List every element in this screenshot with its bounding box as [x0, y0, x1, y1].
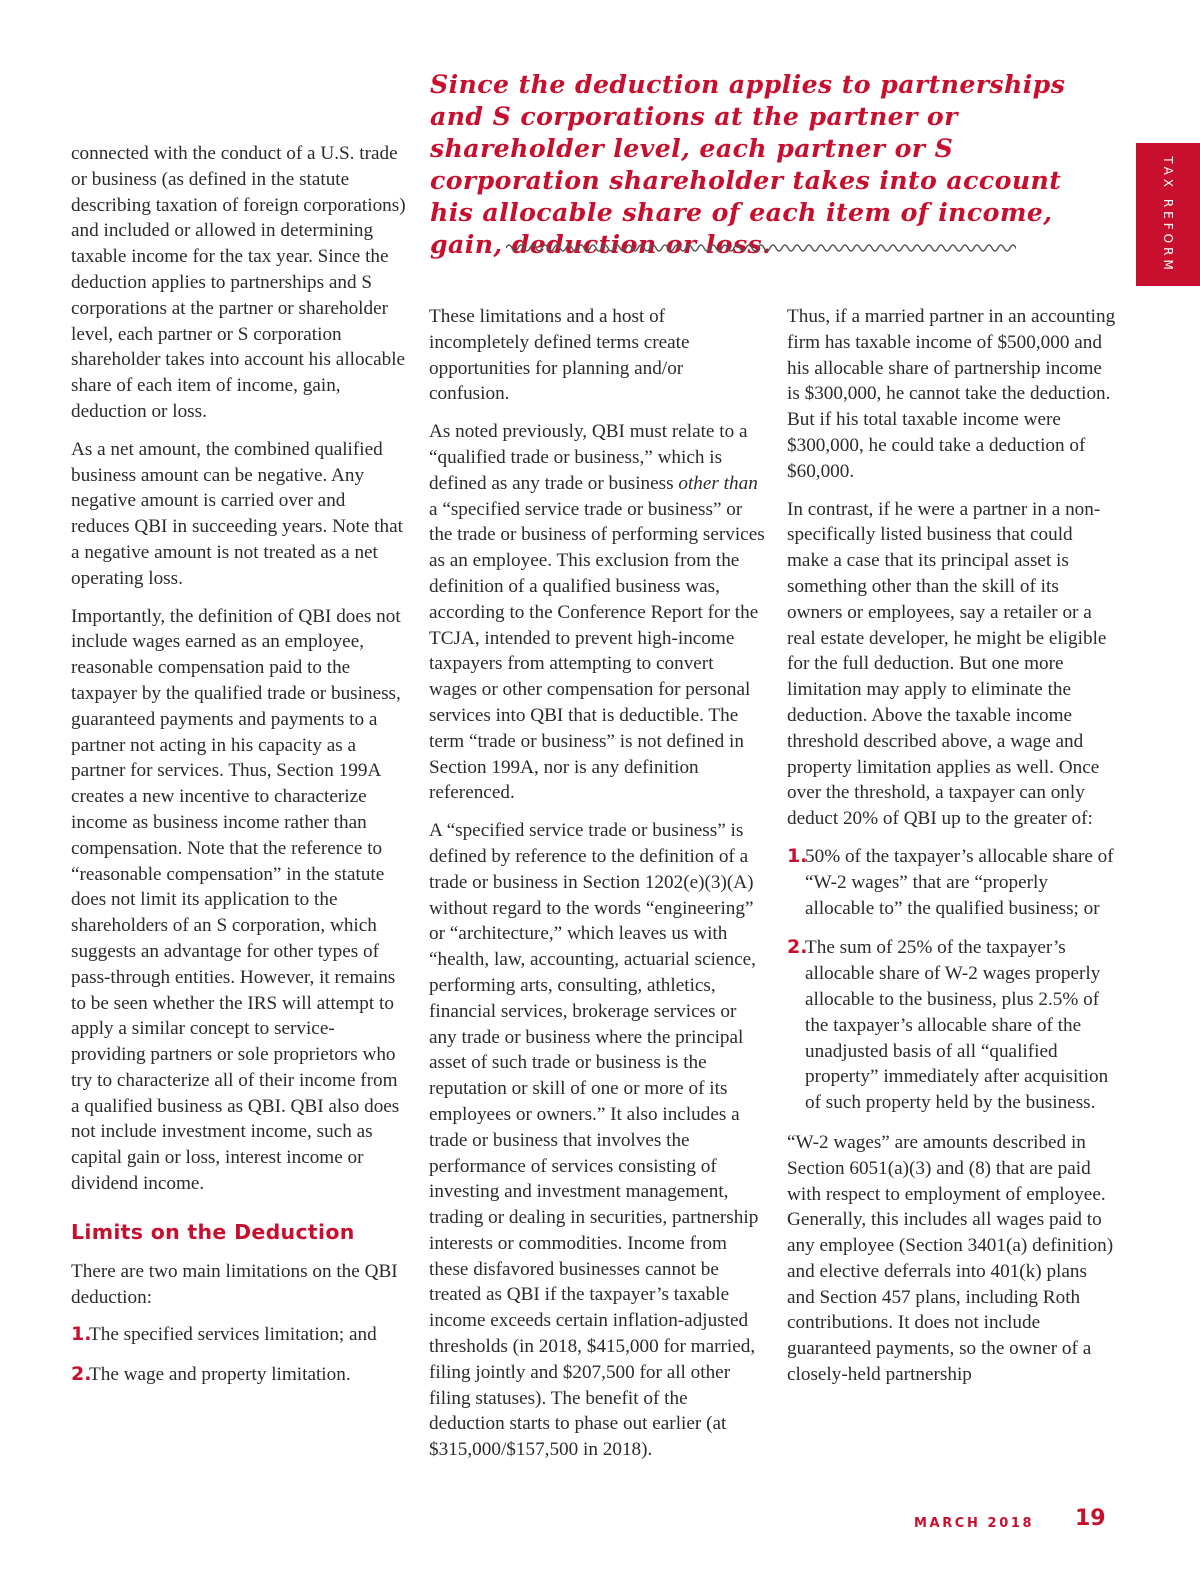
emphasis-text: other than	[678, 472, 758, 494]
list-item-text: The specified services limitation; and	[89, 1324, 377, 1346]
section-tab	[1136, 143, 1200, 286]
paragraph: Thus, if a married partner in an accounting firm has taxable income of $500,000 and his allocable share of partnership income is $300,000, he cannot take the deduction. But if his total taxable income were $300,000, he could take a deduction of $60,000.	[787, 306, 1116, 482]
numbered-list	[71, 1322, 407, 1388]
column-3	[787, 304, 1117, 1400]
list-item	[787, 844, 1117, 921]
list-marker: 2.	[71, 1363, 92, 1386]
paragraph: These limitations and a host of incompletely defined terms create opportunities for planning and/or confusion.	[429, 306, 690, 405]
page-number: 19	[1075, 1506, 1106, 1531]
text-run: a “specified service trade or business” or the trade or business of performing services as an employee. This exclusion from the definition of a qualified business was, according to the Conference Report for the TCJA, intended to prevent high-income taxpayers from attempting to convert wages or other compensation for personal services into QBI that is deductible. The term “trade or business” is not defined in Section 199A, nor is any definition referenced.	[429, 498, 765, 804]
paragraph: There are two main limitations on the QBI deduction:	[71, 1260, 398, 1308]
section-heading: Limits on the Deduction	[71, 1219, 355, 1244]
paragraph: “W-2 wages” are amounts described in Section 6051(a)(3) and (8) that are paid with respect to employment of employee. Generally, this includes all wages paid to any employee (Section 3401(a) definition) and elective deferrals into 401(k) plans and Section 457 plans, including Roth contributions. It does not include guaranteed payments, so the owner of a closely-held partnership	[787, 1131, 1114, 1386]
list-item	[787, 935, 1117, 1116]
pull-quote: Since the deduction applies to partnerships and S corporations at the partner or shareholder level, each partner or S corporation shareholder takes into account his allocable share of each item of income, gain, deduction or loss.	[430, 69, 1066, 259]
paragraph: connected with the conduct of a U.S. trade or business (as defined in the statute describing taxation of foreign corporations) and included or allowed in determining taxable income for the tax year. Since the deduction applies to partnerships and S corporations at the partner or shareholder level, each partner or S corporation shareholder takes into account his allocable share of each item of income, gain, deduction or loss.	[71, 143, 406, 422]
list-item-text: The sum of 25% of the taxpayer’s allocable share of W-2 wages properly allocable to the business, plus 2.5% of the taxpayer’s allocable share of the unadjusted basis of all “qualified property” immediately after acquisition of such property held by the business.	[805, 937, 1109, 1114]
list-marker: 1.	[71, 1323, 92, 1346]
section-tab-label: TAX REFORM	[1161, 155, 1175, 274]
issue-date: MARCH 2018	[914, 1516, 1035, 1531]
paragraph: Importantly, the definition of QBI does not include wages earned as an employee, reasonable compensation paid to the taxpayer by the qualified trade or business, guaranteed payments and payments to a partner not acting in his capacity as a partner for services. Thus, Section 199A creates a new incentive to characterize income as business income rather than compensation. Note that the reference to “reasonable compensation” in the statute does not limit its application to the shareholders of an S corporation, which suggests an advantage for other types of pass-through entities. However, it remains to be seen whether the IRS will attempt to apply a similar concept to service-providing partners or sole proprietors who try to characterize all of their income from a qualified business as QBI. QBI also does not include investment income, such as capital gain or loss, interest income or dividend income.	[71, 605, 401, 1195]
paragraph: In contrast, if he were a partner in a non-specifically listed business that could make a case that its principal asset is something other than the skill of its owners or employees, say a retailer or a real estate developer, he might be eligible for the full deduction. But one more limitation may apply to eliminate the deduction. Above the taxable income threshold described above, a wage and property limitation applies as well. Once over the threshold, a taxpayer can only deduct 20% of QBI up to the greater of:	[787, 498, 1107, 830]
list-item	[71, 1322, 407, 1348]
list-item	[71, 1362, 407, 1388]
list-marker: 2.	[787, 936, 808, 959]
list-item-text: The wage and property limitation.	[89, 1364, 351, 1386]
column-1	[71, 141, 407, 1402]
text-run: As noted previously, QBI must relate to a “qualified trade or business,” which is defined as any trade or business	[429, 421, 748, 494]
list-item-text: 50% of the taxpayer’s allocable share of “W-2 wages” that are “properly allocable to” the qualified business; or	[805, 845, 1114, 919]
paragraph: A “specified service trade or business” is defined by reference to the definition of a trade or business in Section 1202(e)(3)(A) without regard to the words “engineering” or “architecture,” which leaves us with “health, law, accounting, actuarial science, performing arts, consulting, athletics, financial services, brokerage services or any trade or business where the principal asset of such trade or business is the reputation or skill of one or more of its employees or owners.” It also includes a trade or business that involves the performance of services consisting of investing and investment management, trading or dealing in securities, partnership interests or commodities. Income from these disfavored businesses cannot be treated as QBI if the taxpayer’s taxable income exceeds certain inflation-adjusted thresholds (in 2018, $415,000 for married, filing jointly and $207,500 for all other filing statuses). The benefit of the deduction starts to phase out earlier (at $315,000/$157,500 in 2018).	[429, 820, 759, 1461]
column-2	[429, 304, 765, 1475]
paragraph: As a net amount, the combined qualified business amount can be negative. Any negative amount is carried over and reduces QBI in succeeding years. Note that a negative amount is not treated as a net operating loss.	[71, 438, 403, 589]
numbered-list	[787, 844, 1117, 1116]
squiggle-divider	[506, 240, 1016, 256]
paragraph	[429, 419, 765, 806]
list-marker: 1.	[787, 844, 808, 867]
